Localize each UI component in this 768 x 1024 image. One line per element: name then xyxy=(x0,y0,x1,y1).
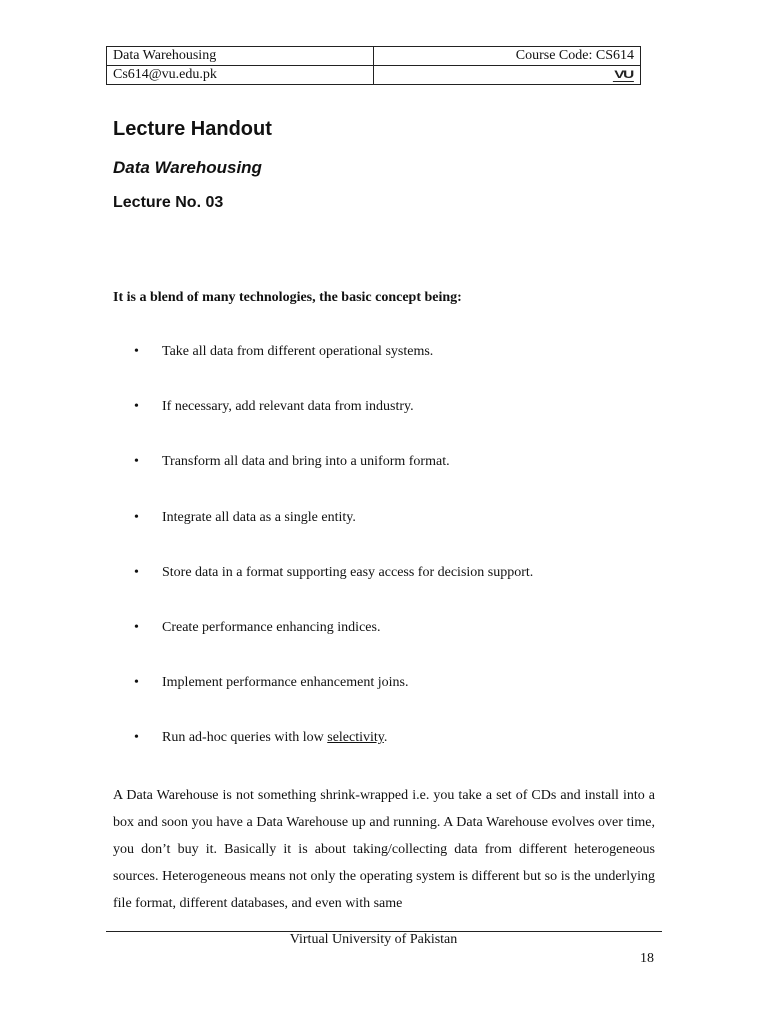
bullet-icon: • xyxy=(134,619,139,635)
list-item: • If necessary, add relevant data from industry. xyxy=(134,399,414,415)
vu-logo: VU xyxy=(614,69,633,81)
course-code: Course Code: CS614 xyxy=(374,47,641,66)
page-title: Lecture Handout xyxy=(113,118,272,140)
bullet-list xyxy=(134,343,533,785)
page-subtitle: Data Warehousing xyxy=(113,158,262,177)
bullet-icon: • xyxy=(134,675,139,691)
intro-text: It is a blend of many technologies, the basic concept being: xyxy=(113,290,462,305)
logo-cell xyxy=(374,66,641,85)
list-item: • Take all data from different operational systems. xyxy=(134,344,434,359)
list-item: • Implement performance enhancement joins. xyxy=(134,675,409,691)
list-item: • Run ad-hoc queries with low selectivity. xyxy=(134,730,388,746)
body-paragraph: A Data Warehouse is not something shrink-wrapped i.e. you take a set of CDs and install into a box and soon you have a Data Warehouse up and running. A Data Warehouse evolves over time, you don’t buy it. Basically it is about taking/collecting data from different heterogeneous sources. Heterogeneous means not only the operating system is different but so is the underlying file format, different databases, and even with same xyxy=(113,788,655,911)
bullet-icon: • xyxy=(134,564,139,580)
bullet-icon: • xyxy=(134,730,139,746)
course-email: Cs614@vu.edu.pk xyxy=(107,66,374,85)
selectivity-link[interactable]: selectivity xyxy=(327,730,384,746)
footer-text: Virtual University of Pakistan xyxy=(289,932,458,947)
header-table xyxy=(106,46,641,85)
list-item: • Create performance enhancing indices. xyxy=(134,619,381,635)
list-item: • Integrate all data as a single entity. xyxy=(134,509,356,525)
bullet-icon: • xyxy=(134,344,139,359)
list-item: • Store data in a format supporting easy access for decision support. xyxy=(134,564,534,580)
bullet-icon: • xyxy=(134,399,139,415)
page-number: 18 xyxy=(640,951,654,966)
course-name: Data Warehousing xyxy=(107,47,374,66)
bullet-icon: • xyxy=(134,454,139,470)
lecture-number: Lecture No. 03 xyxy=(113,194,224,211)
list-item: • Transform all data and bring into a uniform format. xyxy=(134,454,450,470)
bullet-icon: • xyxy=(134,509,139,525)
